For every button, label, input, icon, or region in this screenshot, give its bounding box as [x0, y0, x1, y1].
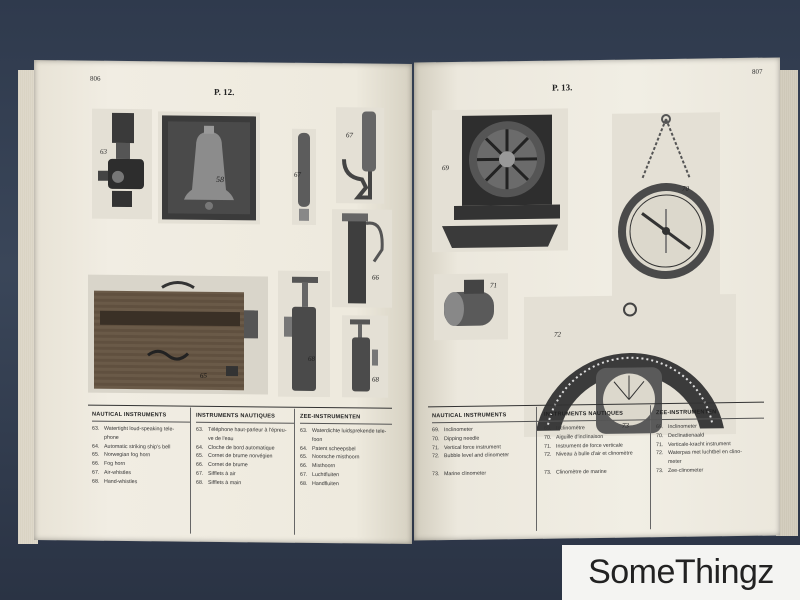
table-row: 69. Inclinomètre: [544, 425, 585, 432]
telephone-drawing: [92, 109, 152, 220]
fig-label-69: 69: [442, 164, 449, 173]
right-col-dutch-header: ZEE-INSTRUMENTEN: [656, 409, 764, 421]
table-row: 70. Aiguille d'inclinaison: [544, 433, 604, 441]
table-row: 68. Handfluiten: [300, 480, 339, 487]
left-col-french: [196, 413, 294, 490]
table-row: ve de l'eau: [208, 435, 234, 442]
table-row: 63. Téléphone haut-parleur à l'épreu-: [196, 426, 287, 434]
left-table-separator-2: [294, 409, 295, 535]
fig-label-70: 70: [682, 184, 689, 193]
fig-label-67b: 67: [346, 131, 353, 140]
left-col-french-header: INSTRUMENTS NAUTIQUES: [196, 413, 294, 424]
hand-whistle-figure: [278, 271, 330, 398]
left-col-english-header: NAUTICAL INSTRUMENTS: [92, 412, 190, 423]
dipping-needle-figure: [612, 112, 720, 302]
right-col-dutch: [656, 409, 764, 477]
table-row: 72. Niveau à bulle d'air et clinomètre: [544, 450, 633, 459]
table-row: 67. Air-whistles: [92, 469, 132, 477]
table-row: 68. Hand-whistles: [92, 478, 138, 485]
table-row: 71. Verticale-kracht instrument: [656, 440, 731, 448]
fig-label-73: 73: [622, 421, 629, 430]
left-table-top-rule: [88, 405, 392, 409]
fig-label-68a: 68: [308, 354, 315, 363]
table-row: foon: [312, 436, 323, 443]
left-col-dutch-header: ZEE-INSTRUMENTEN: [300, 414, 392, 425]
left-col-dutch: [300, 414, 392, 491]
table-row: 70. Dipping needle: [432, 435, 480, 443]
vertical-force-figure: [434, 273, 508, 340]
inclinometer-figure: [432, 108, 568, 252]
right-col-english-header: NAUTICAL INSTRUMENTS: [432, 412, 544, 424]
table-row: 69. Inclinometer: [656, 423, 697, 431]
table-row: 66. Fog horn: [92, 460, 126, 468]
air-whistle-tall-figure: [336, 107, 384, 204]
table-row: 66. Misthoorn: [300, 462, 336, 470]
table-row: 71. Vertical force instrument: [432, 443, 501, 451]
table-row: 67. Sifflets à air: [196, 470, 236, 478]
right-col-english: [432, 412, 544, 480]
table-row: 65. Cornet de brume norvégien: [196, 453, 273, 460]
left-page-number: 806: [90, 74, 101, 83]
table-row: 72. Bubble level and clinometer: [432, 452, 510, 460]
left-table-separator-1: [190, 408, 191, 534]
hand-whistle-small-figure: [342, 315, 388, 397]
air-whistle-tall-drawing: [336, 107, 384, 204]
fig-label-58: 58: [216, 174, 224, 185]
table-row: 63. Waterdichte luidsprekende tele-: [300, 427, 387, 435]
watermark: SomeThingz: [562, 545, 800, 600]
left-page: [34, 60, 412, 544]
right-page-number: 807: [752, 67, 763, 76]
air-whistle-figure: [292, 129, 316, 225]
ship-bell-figure: [158, 111, 260, 224]
fog-horn-drawing: [332, 209, 392, 308]
table-row: meter: [668, 459, 682, 466]
table-row: 69. Inclinometer: [432, 426, 473, 434]
table-row: 71. Instrument de force verticale: [544, 442, 623, 450]
fig-label-72: 72: [554, 330, 561, 339]
table-row: 73. Zee-clinometer: [656, 467, 704, 475]
inclinometer-drawing: [432, 108, 568, 252]
table-row: 64. Automatic striking ship's bell: [92, 443, 171, 451]
hand-whistle-small-drawing: [342, 315, 388, 397]
table-row: phone: [104, 434, 119, 441]
norwegian-fog-horn-figure: [88, 275, 268, 395]
fig-label-66: 66: [372, 273, 379, 282]
right-col-french-header: INSTRUMENTS NAUTIQUES: [544, 410, 656, 422]
fig-label-71: 71: [490, 281, 497, 290]
table-row: 65. Noorsche misthoorn: [300, 454, 360, 461]
fig-label-63: 63: [100, 147, 107, 156]
table-row: 64. Cloche de bord automatique: [196, 444, 275, 452]
vertical-force-drawing: [434, 273, 508, 340]
hand-whistle-drawing: [278, 271, 330, 398]
fig-label-67a: 67: [294, 170, 301, 179]
table-row: 66. Cornet de brume: [196, 461, 248, 469]
ship-bell-drawing: [158, 111, 260, 224]
table-row: 72. Waterpas met luchtbel en clino-: [656, 449, 742, 457]
table-row: 73. Clinomètre de marine: [544, 468, 607, 476]
fig-label-68b: 68: [372, 375, 379, 384]
table-row: 68. Sifflets à main: [196, 479, 242, 486]
right-page: [414, 57, 780, 540]
fog-horn-figure: [332, 209, 392, 308]
left-table: [88, 411, 392, 487]
table-row: 64. Patent scheepsbel: [300, 445, 356, 452]
left-col-english: [92, 412, 190, 489]
table-row: 70. Declinatienaald: [656, 432, 705, 439]
telephone-figure: [92, 109, 152, 220]
table-row: 73. Marine clinometer: [432, 470, 487, 478]
right-col-french: [544, 410, 656, 478]
table-row: 63. Watertight loud-speaking tele-: [92, 425, 175, 433]
right-plate-title: P. 13.: [552, 82, 573, 93]
norwegian-fog-horn-drawing: [88, 275, 268, 395]
air-whistle-drawing: [292, 129, 316, 225]
fig-label-65: 65: [200, 371, 207, 380]
dipping-needle-drawing: [612, 112, 720, 302]
left-plate-title: P. 12.: [214, 86, 235, 98]
table-row: 67. Luchtfluiten: [300, 471, 340, 479]
open-book: [12, 44, 800, 544]
table-row: 65. Norwegian fog horn: [92, 452, 151, 459]
